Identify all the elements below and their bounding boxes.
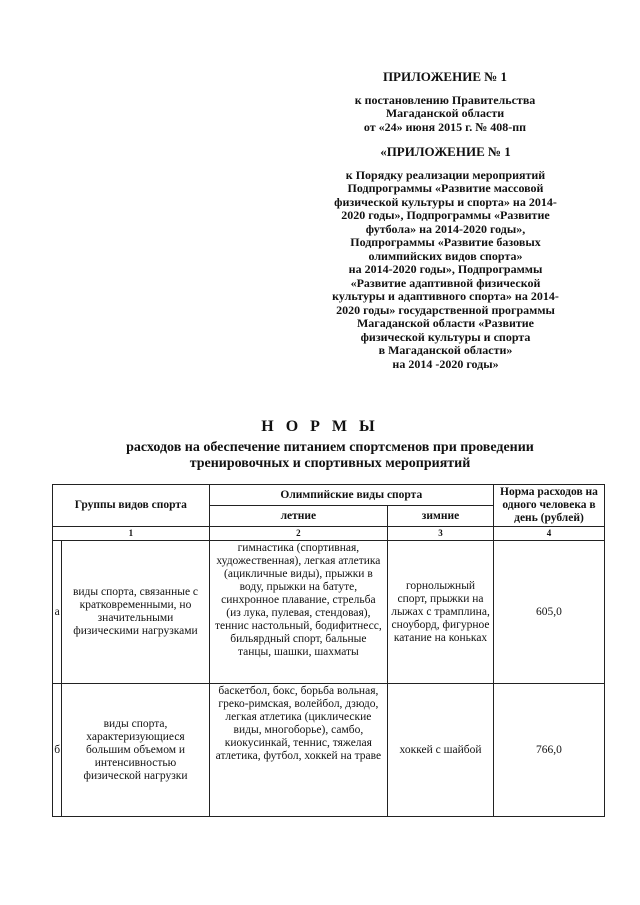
appendix-main-block — [330, 70, 560, 134]
appendix-quoted-line: Магаданской области «Развитие — [356, 316, 534, 330]
appendix-quoted-line: Подпрограммы «Развитие массовой — [347, 181, 544, 195]
subtitle-line: расходов на обеспечение питанием спортсменов при проведении — [126, 440, 534, 455]
appendix-quoted-line: физической культуры и спорта» на 2014- — [334, 194, 557, 209]
header-winter: зимние — [388, 506, 494, 527]
column-number: 1 — [53, 527, 210, 541]
row-winter-sports: хоккей с шайбой — [388, 684, 494, 817]
appendix-quoted-heading: «ПРИЛОЖЕНИЕ № 1 — [380, 144, 511, 159]
row-group: виды спорта, характеризующиеся большим объемом и интенсивностью физической нагрузки — [62, 684, 209, 817]
header-groups: Группы видов спорта — [53, 485, 210, 527]
header-norm: Норма расходов на одного человека в день (рублей) — [493, 485, 604, 527]
column-number: 2 — [209, 527, 387, 541]
appendix-quoted-line: «Развитие адаптивной физической — [350, 275, 541, 290]
appendix-quoted-line: 2020 годы», Подпрограммы «Развитие — [341, 208, 550, 222]
appendix-quoted-line: Подпрограммы «Развитие базовых — [350, 235, 541, 249]
row-summer-sports: гимнастика (спортивная, художественная), легкая атлетика (ацикличные виды), прыжки в воду, прыжки на батуте, синхронное плавание, стрельба (из лука, пулевая, стендовая), теннис настольный, бодифитнесс, бильярдный спорт, бальные танцы, шашки, шахматы — [209, 541, 387, 684]
table-row — [53, 684, 605, 817]
appendix-quoted-line: футбола» на 2014-2020 годы», — [365, 221, 526, 236]
row-summer-sports: баскетбол, бокс, борьба вольная, греко-римская, волейбол, дзюдо, легкая атлетика (циклические виды, многоборье), самбо, киокусинкай, теннис, тяжелая атлетика, футбол, хоккей на траве — [209, 684, 387, 817]
column-number-row — [53, 527, 605, 541]
appendix-quoted-line: физической культуры и спорта — [360, 329, 531, 344]
subtitle-line: тренировочных и спортивных мероприятий — [189, 456, 471, 471]
appendix-quoted-line: олимпийских видов спорта» — [368, 248, 523, 263]
row-letter: б — [53, 684, 62, 817]
appendix-quoted-line: на 2014-2020 годы», Подпрограммы — [348, 262, 543, 276]
document-subtitle — [100, 440, 560, 472]
appendix-quoted-line: на 2014 -2020 годы» — [392, 356, 499, 371]
column-number: 4 — [493, 527, 604, 541]
appendix-quoted-line: 2020 годы» государственной программы — [336, 302, 555, 317]
appendix-main-heading: ПРИЛОЖЕНИЕ № 1 — [382, 69, 508, 84]
appendix-quoted-line: культуры и адаптивного спорта» на 2014- — [332, 289, 559, 303]
appendix-main-line: от «24» июня 2015 г. № 408-пп — [363, 119, 527, 134]
row-winter-sports: горнолыжный спорт, прыжки на лыжах с трамплина, сноуборд, фигурное катание на коньках — [388, 541, 494, 684]
document-title: Н О Р М Ы — [261, 418, 379, 435]
row-group: виды спорта, связанные с кратковременными, но значительными физическими нагрузками — [62, 541, 209, 684]
appendix-quoted-line: к Порядку реализации мероприятий — [345, 167, 546, 182]
header-summer: летние — [209, 506, 387, 527]
appendix-main-line: Магаданской области — [385, 106, 505, 120]
appendix-quoted-block — [318, 145, 573, 371]
table-row — [53, 541, 605, 684]
row-norm: 766,0 — [493, 684, 604, 817]
header-olympic: Олимпийские виды спорта — [209, 485, 493, 506]
row-letter: а — [53, 541, 62, 684]
row-norm: 605,0 — [493, 541, 604, 684]
appendix-quoted-line: в Магаданской области» — [378, 343, 513, 357]
column-number: 3 — [388, 527, 494, 541]
appendix-main-line: к постановлению Правительства — [354, 92, 536, 107]
norms-table — [52, 484, 605, 817]
